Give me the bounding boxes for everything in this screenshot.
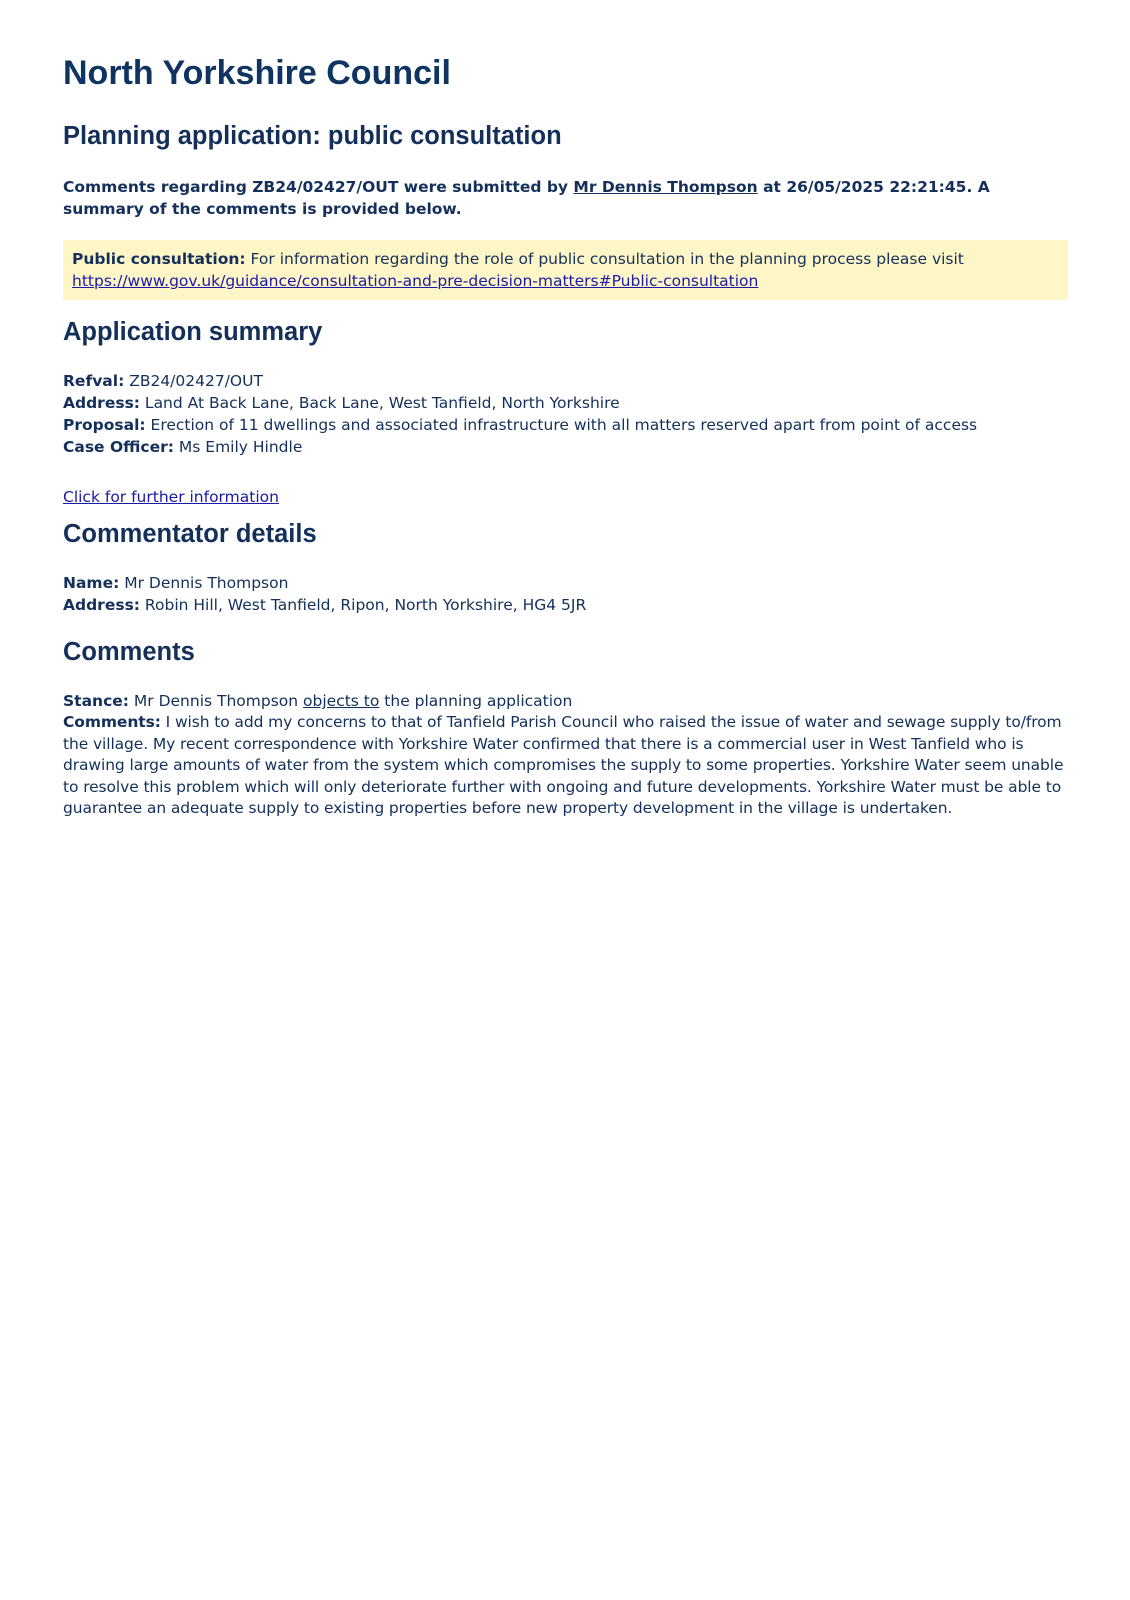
intro-suffix: at 26/05/2025 22:21:45. A summary of the comments is provided below.	[63, 178, 990, 218]
page-title: Planning application: public consultation	[63, 122, 562, 150]
site-address-value: Land At Back Lane, Back Lane, West Tanfield, North Yorkshire	[140, 394, 620, 412]
commentator-details-heading: Commentator details	[63, 520, 317, 548]
comments-value: I wish to add my concerns to that of Tanfield Parish Council who raised the issue of water and sewage supply to/from the village. My recent correspondence with Yorkshire Water confirmed that there is a commercial user in West Tanfield who is drawing large amounts of water from the system which compromises the supply to some properties. Yorkshire Water seem unable to resolve this problem which will only deteriorate further with ongoing and future developments. Yorkshire Water must be able to guarantee an adequate supply to existing properties before new property development in the village is undertaken.	[63, 713, 1064, 818]
further-info-container	[63, 486, 279, 508]
comments-body	[63, 712, 1068, 820]
proposal-row	[63, 414, 1068, 436]
application-summary	[63, 370, 1068, 458]
site-address-label: Address:	[63, 394, 140, 412]
case-officer-label: Case Officer:	[63, 438, 174, 456]
proposal-value: Erection of 11 dwellings and associated infrastructure with all matters reserved apart from point of access	[145, 416, 978, 434]
application-summary-heading: Application summary	[63, 318, 323, 346]
submission-intro	[63, 176, 1068, 220]
stance-value: objects to	[303, 692, 380, 710]
case-officer-row	[63, 436, 1068, 458]
stance-label: Stance:	[63, 692, 129, 710]
refval-value: ZB24/02427/OUT	[124, 372, 263, 390]
notice-label: Public consultation:	[72, 250, 246, 268]
comments-heading: Comments	[63, 638, 195, 666]
commentator-name-row	[63, 572, 1068, 594]
commentator-details	[63, 572, 1068, 616]
stance-suffix: the planning application	[379, 692, 573, 710]
stance-row	[63, 690, 1068, 712]
council-title: North Yorkshire Council	[63, 54, 451, 92]
further-information-link[interactable]: Click for further information	[63, 488, 279, 506]
site-address-row	[63, 392, 1068, 414]
commentator-address-value: Robin Hill, West Tanfield, Ripon, North Yorkshire, HG4 5JR	[140, 596, 587, 614]
refval-label: Refval:	[63, 372, 125, 390]
commentator-name-value: Mr Dennis Thompson	[119, 574, 289, 592]
proposal-label: Proposal:	[63, 416, 146, 434]
case-officer-value: Ms Emily Hindle	[173, 438, 303, 456]
stance-prefix: Mr Dennis Thompson	[128, 692, 304, 710]
comments-section	[63, 690, 1068, 820]
notice-text: For information regarding the role of public consultation in the planning process please visit	[245, 250, 964, 268]
intro-prefix: Comments regarding ZB24/02427/OUT were submitted by	[63, 178, 574, 196]
commentator-name-label: Name:	[63, 574, 120, 592]
commentator-link[interactable]: Mr Dennis Thompson	[573, 178, 758, 196]
consultation-guidance-link[interactable]: https://www.gov.uk/guidance/consultation-and-pre-decision-matters#Public-consultation	[72, 272, 759, 290]
commentator-address-row	[63, 594, 1068, 616]
commentator-address-label: Address:	[63, 596, 140, 614]
refval-row	[63, 370, 1068, 392]
public-consultation-notice	[63, 240, 1068, 300]
comments-label: Comments:	[63, 713, 161, 731]
